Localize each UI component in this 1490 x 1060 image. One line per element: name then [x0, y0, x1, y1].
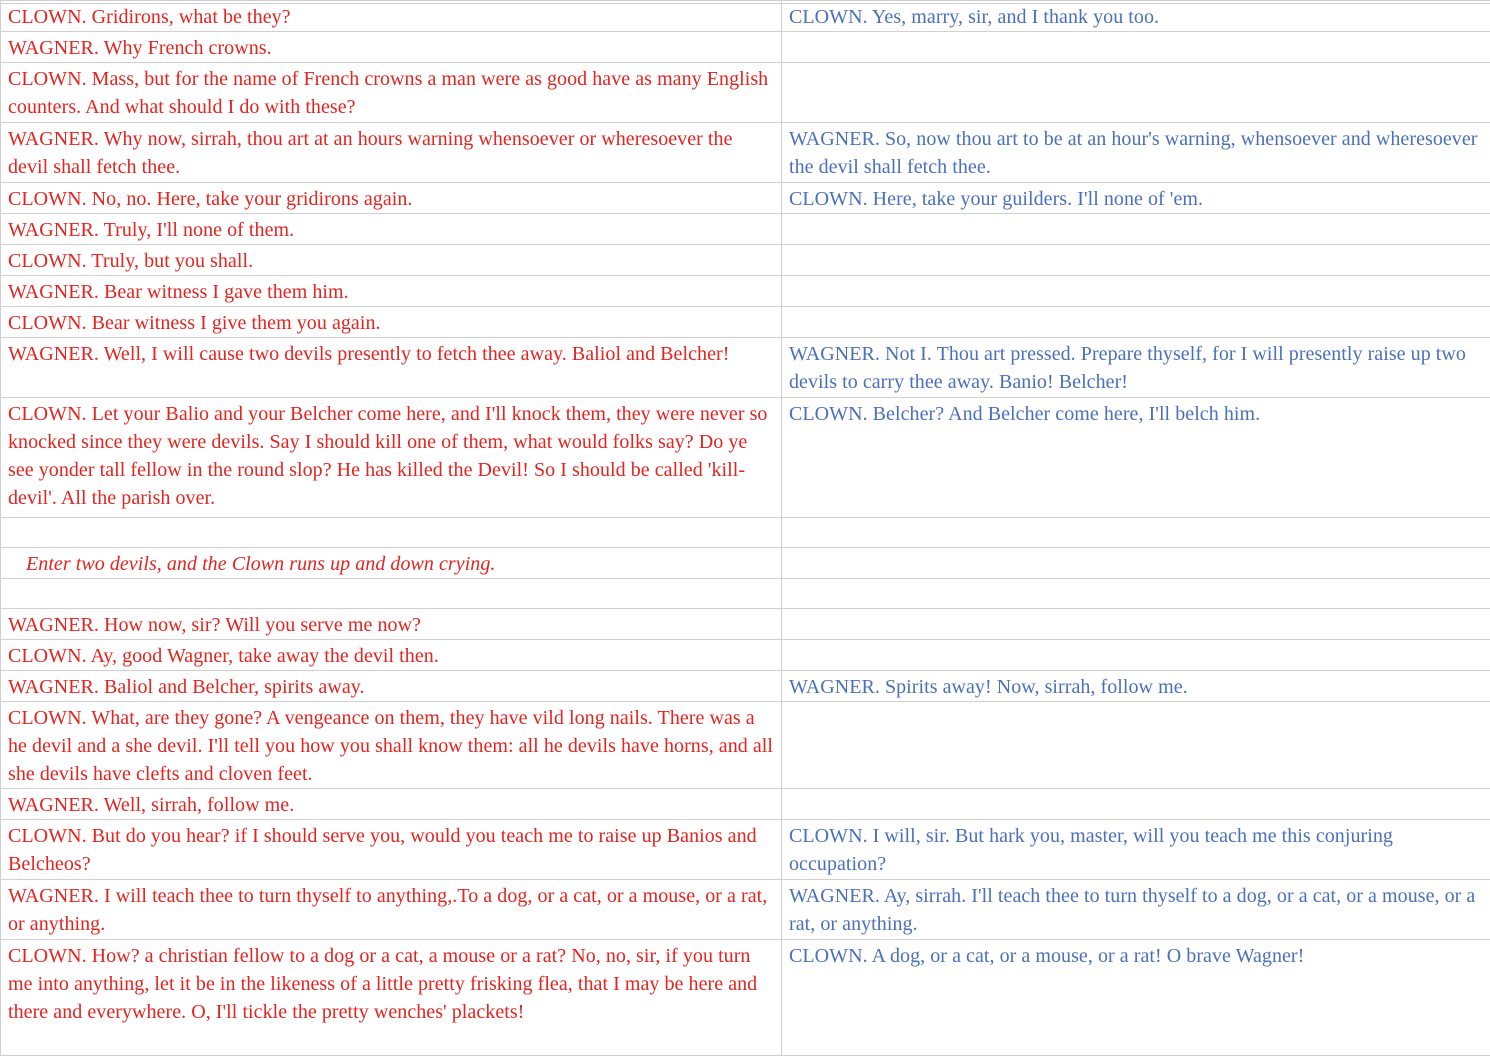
quarto-b-cell[interactable]	[782, 32, 1490, 63]
quarto-a-cell[interactable]: WAGNER. How now, sir? Will you serve me now?	[1, 609, 782, 640]
table-row	[1, 789, 1490, 820]
quarto-a-cell[interactable]: WAGNER. Bear witness I gave them him.	[1, 276, 782, 307]
table-row	[1, 640, 1490, 671]
quarto-b-cell[interactable]	[782, 640, 1490, 671]
quarto-b-cell[interactable]: CLOWN. Yes, marry, sir, and I thank you too.	[782, 1, 1490, 32]
quarto-a-cell[interactable]: CLOWN. Let your Balio and your Belcher come here, and I'll knock them, they were never so knocked since they were devils. Say I should kill one of them, what would folks say? Do ye see yonder tall fellow in the round slop? He has killed the Devil! So I should be called 'kill-devil'. All the parish over.	[1, 398, 782, 518]
table-row	[1, 609, 1490, 640]
table-row	[1, 702, 1490, 789]
quarto-a-cell[interactable]: WAGNER. Why now, sirrah, thou art at an hours warning whensoever or wheresoever the devil shall fetch thee.	[1, 123, 782, 183]
table-row	[1, 123, 1490, 183]
quarto-b-cell[interactable]	[782, 609, 1490, 640]
quarto-b-cell[interactable]	[782, 214, 1490, 245]
table-row	[1, 398, 1490, 518]
quarto-b-cell[interactable]: CLOWN. Belcher? And Belcher come here, I'll belch him.	[782, 398, 1490, 518]
table-row	[1, 671, 1490, 702]
quarto-a-cell[interactable]: WAGNER. Truly, I'll none of them.	[1, 214, 782, 245]
table-row	[1, 183, 1490, 214]
table-row	[1, 548, 1490, 579]
table-row	[1, 940, 1490, 1056]
quarto-b-cell[interactable]: WAGNER. Spirits away! Now, sirrah, follow me.	[782, 671, 1490, 702]
quarto-a-cell[interactable]: CLOWN. Bear witness I give them you again.	[1, 307, 782, 338]
quarto-b-cell[interactable]	[782, 63, 1490, 123]
quarto-a-cell[interactable]: CLOWN. But do you hear? if I should serve you, would you teach me to raise up Banios and Belcheos?	[1, 820, 782, 880]
quarto-b-cell[interactable]	[782, 307, 1490, 338]
quarto-b-cell[interactable]	[782, 518, 1490, 548]
quarto-b-cell[interactable]	[782, 789, 1490, 820]
quarto-a-cell[interactable]: CLOWN. Gridirons, what be they?	[1, 1, 782, 32]
quarto-a-cell[interactable]	[1, 579, 782, 609]
quarto-b-cell[interactable]: CLOWN. Here, take your guilders. I'll none of 'em.	[782, 183, 1490, 214]
table-row	[1, 1, 1490, 32]
quarto-b-cell[interactable]: WAGNER. Ay, sirrah. I'll teach thee to turn thyself to a dog, or a cat, or a mouse, or a rat, or anything.	[782, 880, 1490, 940]
quarto-b-cell[interactable]	[782, 276, 1490, 307]
quarto-a-cell[interactable]: WAGNER. Why French crowns.	[1, 32, 782, 63]
quarto-b-cell[interactable]	[782, 702, 1490, 789]
table-row	[1, 245, 1490, 276]
quarto-b-cell[interactable]	[782, 579, 1490, 609]
quarto-a-cell[interactable]: WAGNER. I will teach thee to turn thyself to anything,.To a dog, or a cat, or a mouse, or a rat, or anything.	[1, 880, 782, 940]
spreadsheet-body	[1, 1, 1490, 1056]
table-row	[1, 880, 1490, 940]
quarto-a-cell[interactable]: WAGNER. Well, sirrah, follow me.	[1, 789, 782, 820]
quarto-b-cell[interactable]: WAGNER. So, now thou art to be at an hour's warning, whensoever and wheresoever the devil shall fetch thee.	[782, 123, 1490, 183]
table-row	[1, 63, 1490, 123]
quarto-a-cell[interactable]: CLOWN. How? a christian fellow to a dog or a cat, a mouse or a rat? No, no, sir, if you turn me into anything, let it be in the likeness of a little pretty frisking flea, that I may be here and there and everywhere. O, I'll tickle the pretty wenches' plackets!	[1, 940, 782, 1056]
quarto-a-cell[interactable]: WAGNER. Well, I will cause two devils presently to fetch thee away. Baliol and Belcher!	[1, 338, 782, 398]
table-row	[1, 307, 1490, 338]
stage-direction-cell[interactable]: Enter two devils, and the Clown runs up and down crying.	[1, 548, 782, 579]
quarto-b-cell[interactable]	[782, 245, 1490, 276]
table-row	[1, 276, 1490, 307]
quarto-a-cell[interactable]: CLOWN. No, no. Here, take your gridirons again.	[1, 183, 782, 214]
quarto-a-cell[interactable]: CLOWN. Truly, but you shall.	[1, 245, 782, 276]
quarto-a-cell[interactable]	[1, 518, 782, 548]
quarto-a-cell[interactable]: CLOWN. Mass, but for the name of French crowns a man were as good have as many English counters. And what should I do with these?	[1, 63, 782, 123]
table-row	[1, 338, 1490, 398]
table-row	[1, 820, 1490, 880]
quarto-b-cell[interactable]: CLOWN. I will, sir. But hark you, master, will you teach me this conjuring occupation?	[782, 820, 1490, 880]
table-row	[1, 579, 1490, 609]
quarto-a-cell[interactable]: WAGNER. Baliol and Belcher, spirits away.	[1, 671, 782, 702]
quarto-b-cell[interactable]: WAGNER. Not I. Thou art pressed. Prepare thyself, for I will presently raise up two devils to carry thee away. Banio! Belcher!	[782, 338, 1490, 398]
table-row	[1, 32, 1490, 63]
quarto-a-cell[interactable]: CLOWN. What, are they gone? A vengeance on them, they have vild long nails. There was a he devil and a she devil. I'll tell you how you shall know them: all he devils have horns, and all she devils have clefts and cloven feet.	[1, 702, 782, 789]
quarto-b-cell[interactable]	[782, 548, 1490, 579]
table-row	[1, 214, 1490, 245]
table-row	[1, 518, 1490, 548]
quarto-b-cell[interactable]: CLOWN. A dog, or a cat, or a mouse, or a rat! O brave Wagner!	[782, 940, 1490, 1056]
quarto-a-cell[interactable]: CLOWN. Ay, good Wagner, take away the devil then.	[1, 640, 782, 671]
